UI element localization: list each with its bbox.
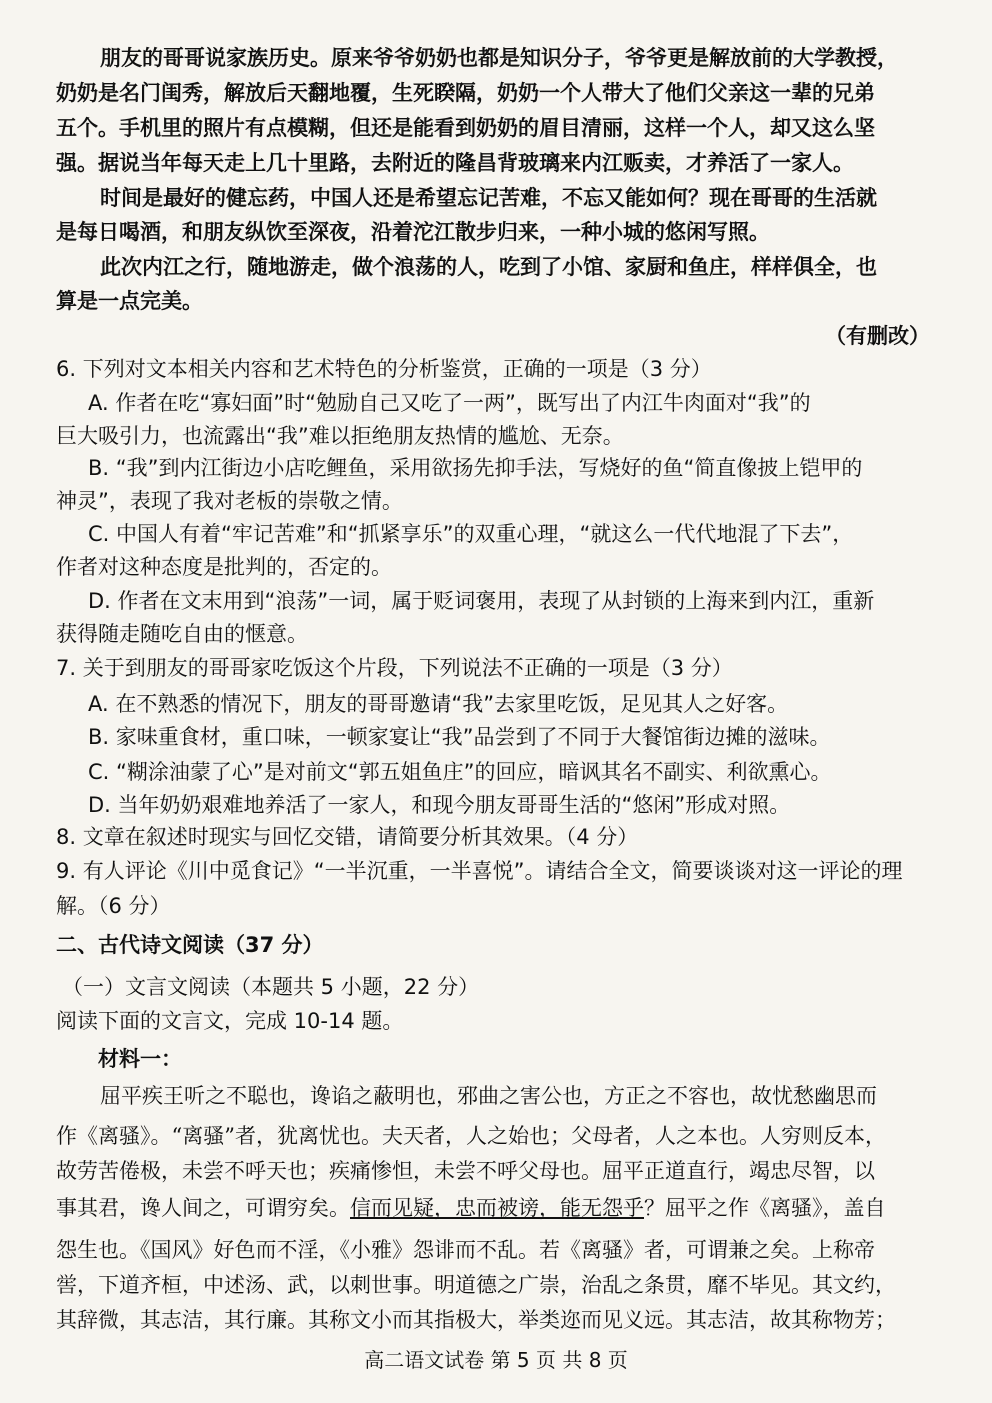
- question-7-option-c: C. “糊涂油蒙了心”是对前文“郭五姐鱼庄”的回应，暗讽其名不副实、利欲熏心。: [88, 760, 832, 784]
- classical-text: ？屈平之作《离骚》，盖自: [644, 1196, 886, 1220]
- subsection-title: （一）文言文阅读（本题共 5 小题，22 分）: [62, 975, 480, 999]
- question-7-stem: 7. 关于到朋友的哥哥家吃饭这个片段，下列说法不正确的一项是（3 分）: [56, 656, 733, 680]
- classical-line: 作《离骚》。“离骚”者，犹离忧也。夫天者，人之始也；父母者，人之本也。人穷则反本，: [56, 1124, 886, 1148]
- question-6-stem: 6. 下列对文本相关内容和艺术特色的分析鉴赏，正确的一项是（3 分）: [56, 357, 712, 381]
- passage-line: 强。据说当年每天走上几十里路，去附近的隆昌背玻璃来内江贩卖，才养活了一家人。: [56, 150, 854, 175]
- question-8: 8. 文章在叙述时现实与回忆交错，请简要分析其效果。（4 分）: [56, 825, 639, 849]
- passage-line: 算是一点完美。: [56, 288, 203, 313]
- classical-line-with-underline: [56, 1193, 936, 1223]
- passage-line: 是每日喝酒，和朋友纵饮至深夜，沿着沱江散步归来，一种小城的悠闲写照。: [56, 219, 770, 244]
- page-footer: 高二语文试卷 第 5 页 共 8 页: [364, 1348, 628, 1372]
- material-label: 材料一：: [98, 1047, 182, 1071]
- question-7-option-b: B. 家味重食材，重口味，一顿家宴让“我”品尝到了不同于大餐馆街边摊的滋味。: [88, 725, 831, 749]
- classical-line: 屈平疾王听之不聪也，谗谄之蔽明也，邪曲之害公也，方正之不容也，故忧愁幽思而: [100, 1084, 877, 1108]
- question-9: 9. 有人评论《川中觅食记》“一半沉重，一半喜悦”。请结合全文，简要谈谈对这一评论的理: [56, 859, 903, 883]
- classical-line: 其辞微，其志洁，其行廉。其称文小而其指极大，举类迩而见义远。其志洁，故其称物芳；: [56, 1308, 896, 1332]
- question-7-option-a: A. 在不熟悉的情况下，朋友的哥哥邀请“我”去家里吃饭，足见其人之好客。: [88, 692, 789, 716]
- classical-text: 事其君，谗人间之，可谓穷矣。: [56, 1196, 350, 1220]
- question-6-option-c: C. 中国人有着“牢记苦难”和“抓紧享乐”的双重心理，“就这么一代代地混了下去”，: [88, 522, 854, 546]
- reading-instruction: 阅读下面的文言文，完成 10-14 题。: [56, 1009, 404, 1033]
- question-6-option-d: D. 作者在文末用到“浪荡”一词，属于贬词褒用，表现了从封锁的上海来到内江，重新: [88, 589, 875, 613]
- passage-line: 此次内江之行，随地游走，做个浪荡的人，吃到了小馆、家厨和鱼庄，样样俱全，也: [100, 254, 877, 279]
- question-6-option-b: B. “我”到内江街边小店吃鲤鱼，采用欲扬先抑手法，写烧好的鱼“简直像披上铠甲的: [88, 456, 863, 480]
- section-title: 二、古代诗文阅读（37 分）: [56, 933, 324, 957]
- question-6-option-c-cont: 作者对这种态度是批判的，否定的。: [56, 555, 392, 579]
- source-note: （有删改）: [825, 323, 930, 348]
- question-6-option-d-cont: 获得随走随吃自由的惬意。: [56, 622, 308, 646]
- question-6-option-a: A. 作者在吃“寡妇面”时“勉励自己又吃了一两”，既写出了内江牛肉面对“我”的: [88, 391, 811, 415]
- passage-line: 时间是最好的健忘药，中国人还是希望忘记苦难，不忘又能如何？现在哥哥的生活就: [100, 185, 877, 210]
- question-9-cont: 解。（6 分）: [56, 894, 171, 918]
- question-6-option-a-cont: 巨大吸引力，也流露出“我”难以拒绝朋友热情的尴尬、无奈。: [56, 424, 624, 448]
- classical-line: 故劳苦倦极，未尝不呼天也；疾痛惨怛，未尝不呼父母也。屈平正道直行，竭忠尽智，以: [56, 1159, 875, 1183]
- classical-line: 怨生也。《国风》好色而不淫，《小雅》怨诽而不乱。若《离骚》者，可谓兼之矣。上称帝: [56, 1238, 875, 1262]
- question-6-option-b-cont: 神灵”，表现了我对老板的崇敬之情。: [56, 489, 403, 513]
- question-7-option-d: D. 当年奶奶艰难地养活了一家人，和现今朋友哥哥生活的“悠闲”形成对照。: [88, 793, 791, 817]
- passage-line: 五个。手机里的照片有点模糊，但还是能看到奶奶的眉目清丽，这样一个人，却又这么坚: [56, 115, 875, 140]
- passage-line: 朋友的哥哥说家族历史。原来爷爷奶奶也都是知识分子，爷爷更是解放前的大学教授，: [100, 45, 898, 70]
- classical-line: 喾，下道齐桓，中述汤、武，以刺世事。明道德之广崇，治乱之条贯，靡不毕见。其文约，: [56, 1273, 896, 1297]
- underlined-sentence: 信而见疑，忠而被谤，能无怨乎: [350, 1196, 644, 1220]
- passage-line: 奶奶是名门闺秀，解放后天翻地覆，生死睽隔，奶奶一个人带大了他们父亲这一辈的兄弟: [56, 80, 875, 105]
